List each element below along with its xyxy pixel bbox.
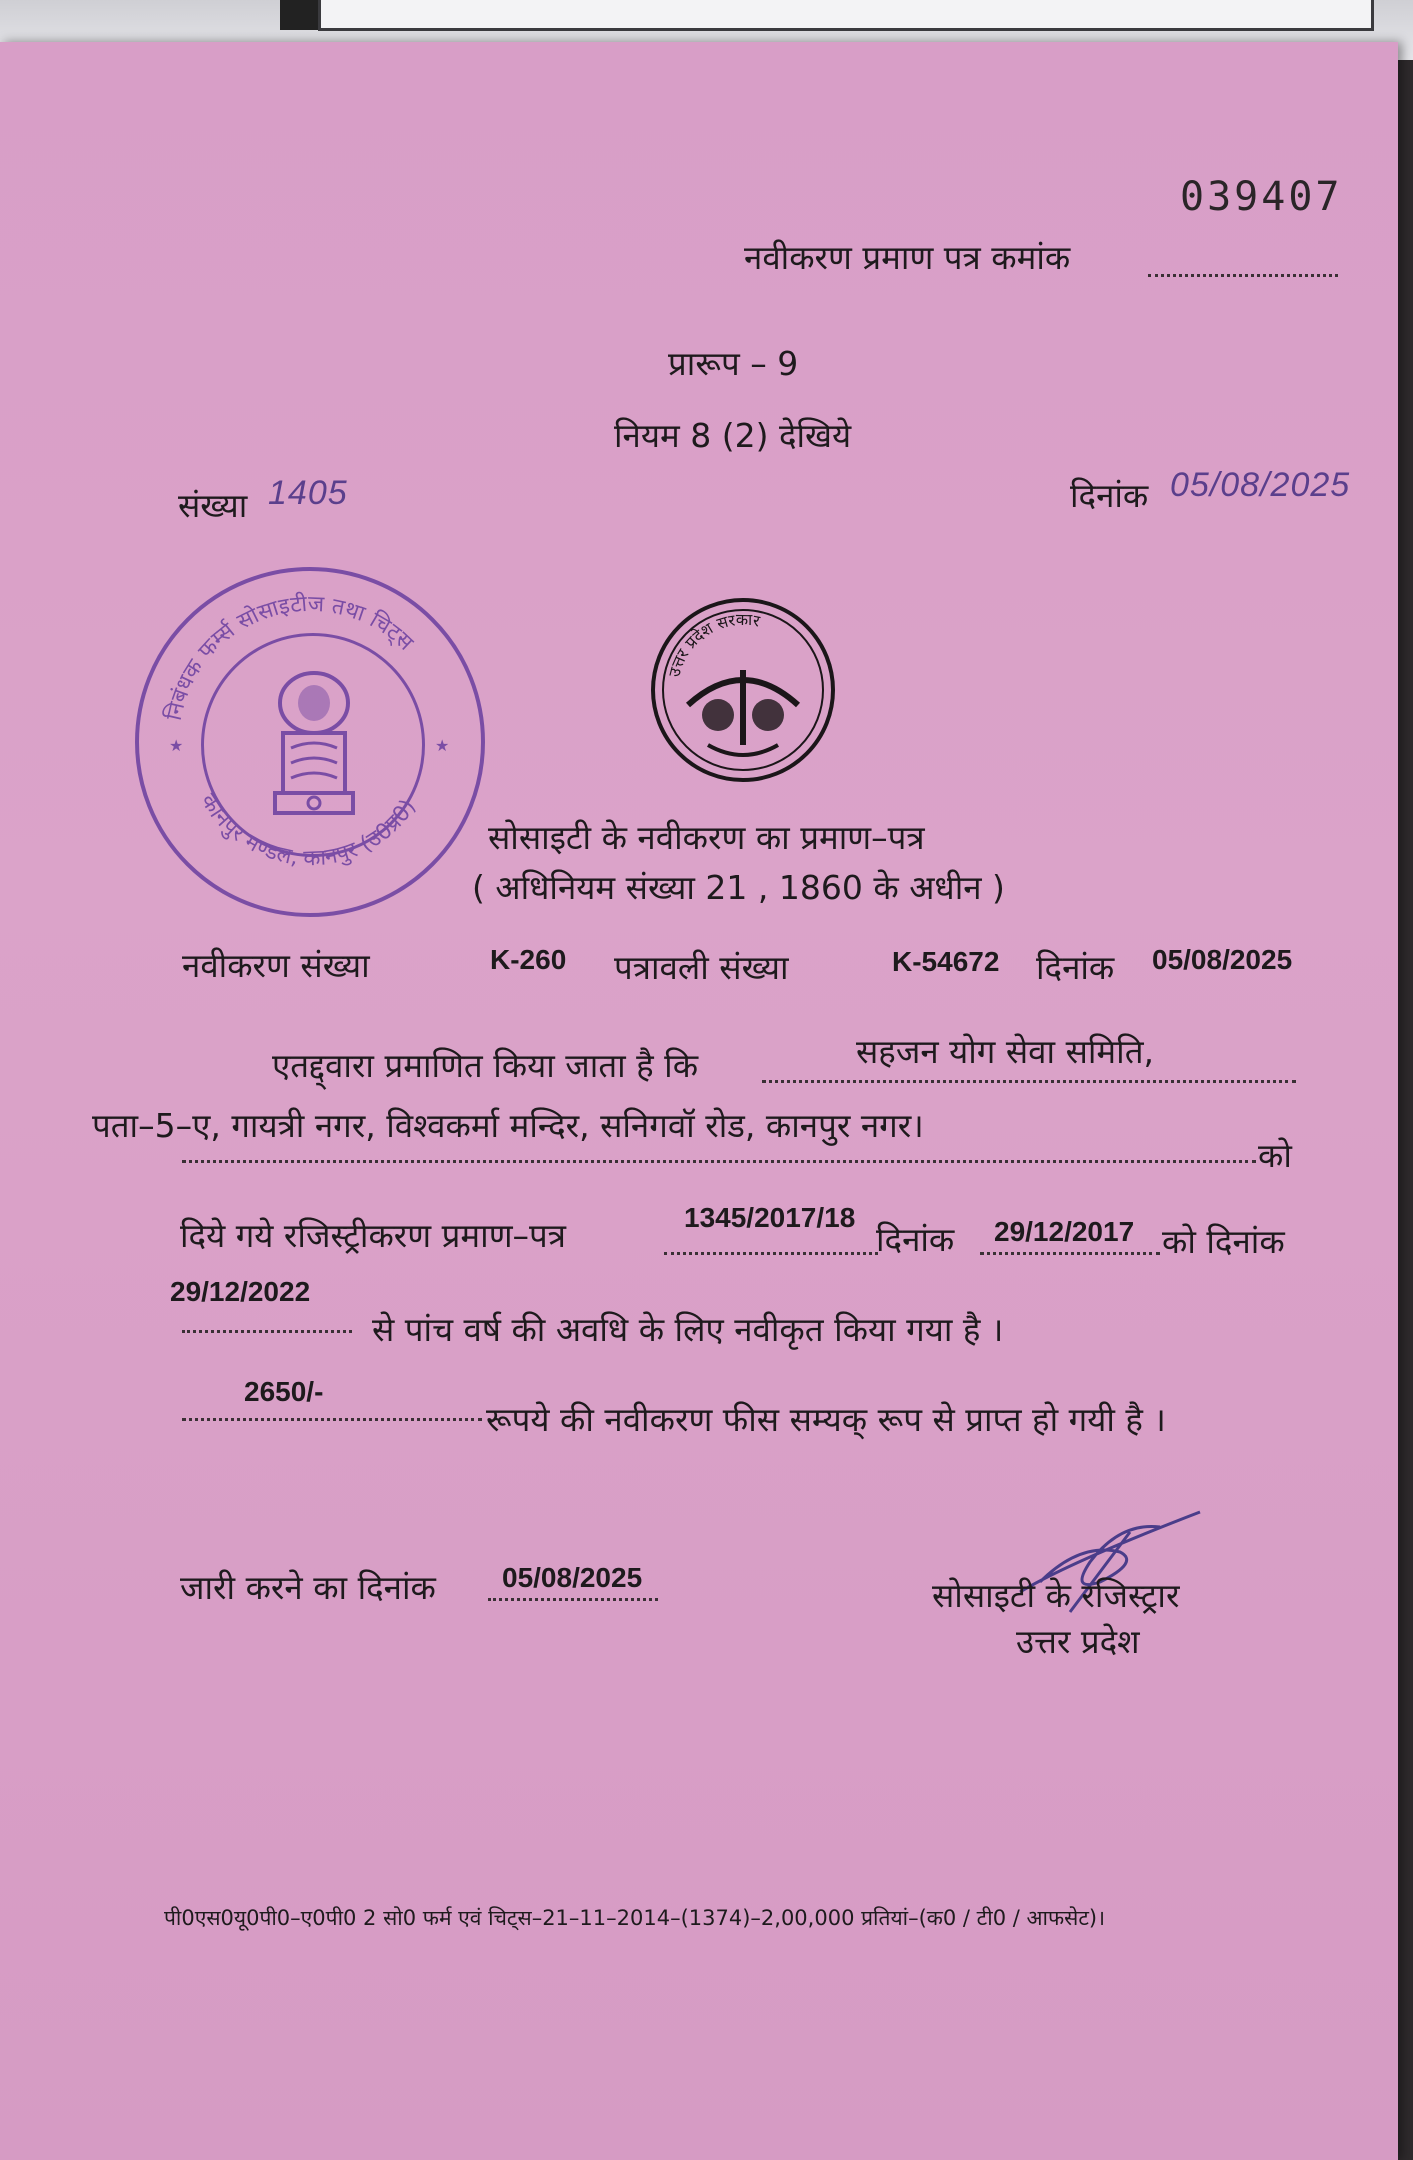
up-government-seal-icon (648, 595, 838, 785)
renewal-from-date: 29/12/2022 (170, 1276, 311, 1307)
file-number-value: K-54672 (892, 946, 1000, 977)
rule-reference: नियम 8 (2) देखिये (614, 416, 852, 455)
registration-date-label: दिनांक (876, 1220, 955, 1259)
serial-number: 039407 (1180, 174, 1343, 220)
from-date-blank (182, 1330, 352, 1333)
society-name: सहजन योग सेवा समिति, (856, 1032, 1155, 1071)
renewal-period-text: से पांच वर्ष की अवधि के लिए नवीकृत किया गया है । (372, 1310, 1004, 1349)
address-ko: को (1258, 1136, 1292, 1175)
renewal-date-value: 05/08/2025 (1152, 944, 1293, 975)
registrar-title: सोसाइटी के रजिस्ट्रार (932, 1576, 1180, 1615)
from-date-label: को दिनांक (1162, 1222, 1285, 1261)
certificate-number-label: नवीकरण प्रमाण पत्र कमांक (744, 238, 1071, 277)
issue-date: 05/08/2025 (502, 1562, 643, 1593)
fee-amount: 2650/- (244, 1376, 324, 1407)
society-address: पता–5–ए, गायत्री नगर, विश्वकर्मा मन्दिर, सनिगवॉ रोड, कानपुर नगर। (92, 1106, 924, 1145)
form-number: प्रारूप – 9 (668, 344, 799, 383)
certificate-title: सोसाइटी के नवीकरण का प्रमाण–पत्र (488, 818, 925, 857)
fee-text: रूपये की नवीकरण फीस सम्यक् रूप से प्राप्त हो गयी है । (486, 1400, 1166, 1439)
binder-clip (280, 0, 320, 30)
certificate-page (0, 42, 1398, 2160)
registration-number-blank (664, 1252, 878, 1255)
svg-text:उत्तर प्रदेश सरकार (664, 610, 761, 679)
seal-text: उत्तर प्रदेश सरकार (664, 609, 762, 679)
renewal-number-value: K-260 (490, 944, 567, 975)
reference-number-handwritten: 1405 (268, 474, 348, 512)
issue-date-blank (488, 1598, 658, 1601)
address-blank (182, 1160, 1256, 1163)
lion-capital-emblem-icon (271, 663, 357, 833)
registrar-state: उत्तर प्रदेश (1016, 1622, 1140, 1661)
svg-text:★: ★ (169, 736, 184, 755)
issue-date-label: जारी करने का दिनांक (180, 1568, 436, 1607)
renewal-date-label: दिनांक (1036, 948, 1115, 987)
reference-date-handwritten: 05/08/2025 (1170, 466, 1351, 504)
registration-certificate-number: 1345/2017/18 (684, 1202, 856, 1233)
fee-blank (182, 1418, 482, 1421)
society-name-blank (762, 1080, 1296, 1083)
stamp-text-top: निबंधक फर्म्स सोसाइटीज तथा चिट्स (161, 591, 418, 723)
printer-footer: पी0एस0यू0पी0–ए0पी0 2 सो0 फर्म एवं चिट्स–21–11–2014–(1374)–2,00,000 प्रतियां–(क0 / टी0 / आफसेट)। (164, 1906, 1106, 1930)
office-stamp (135, 567, 485, 917)
svg-text:★: ★ (435, 736, 450, 755)
registration-date-blank (980, 1252, 1160, 1255)
registration-date: 29/12/2017 (994, 1216, 1135, 1247)
certificate-subtitle: ( अधिनियम संख्या 21 , 1860 के अधीन ) (472, 868, 1005, 907)
certificate-number-blank (1148, 274, 1338, 277)
reference-number-label: संख्या (178, 486, 248, 525)
stamp-text-bottom: कानपुर मण्डल, कानपुर (उ0प्र0) (195, 789, 422, 872)
paper-edge (318, 0, 1374, 31)
renewal-number-label: नवीकरण संख्या (182, 946, 370, 985)
reference-date-label: दिनांक (1070, 476, 1149, 515)
certify-text: एतद्द्वारा प्रमाणित किया जाता है कि (272, 1046, 699, 1085)
registration-certificate-text: दिये गये रजिस्ट्रीकरण प्रमाण–पत्र (180, 1216, 567, 1255)
file-number-label: पत्रावली संख्या (614, 948, 789, 987)
